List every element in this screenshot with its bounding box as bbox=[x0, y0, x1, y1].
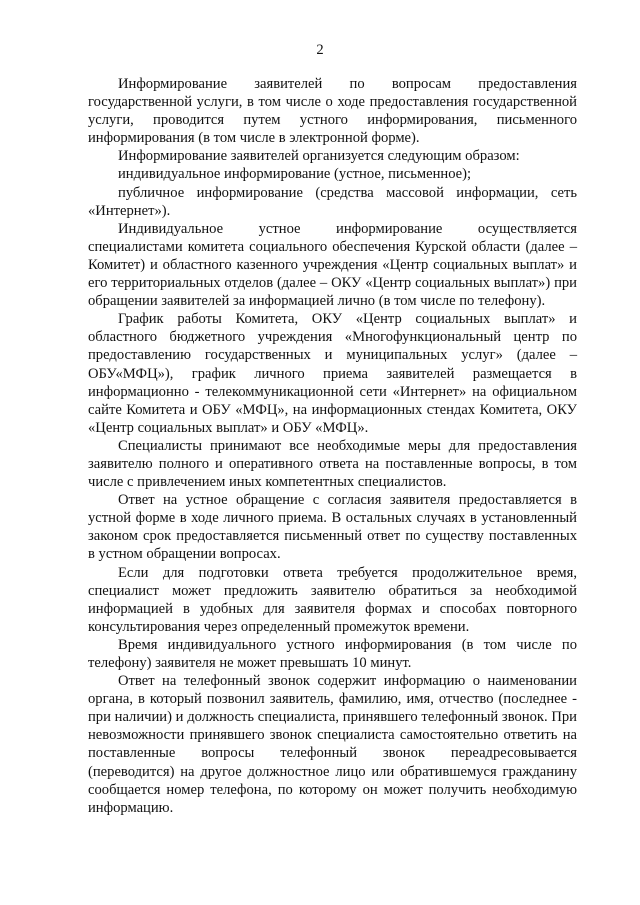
paragraph-specialists-measures: Специалисты принимают все необходимые меры для предоставления заявителю полного и оперативного ответа на поставленные вопросы, в том числе с привлечением иных компетентных специалистов. bbox=[88, 437, 577, 491]
paragraph-individual-item: индивидуальное информирование (устное, письменное); bbox=[118, 166, 472, 183]
paragraph-public-item: публичное информирование (средства массовой информации, сеть «Интернет»). bbox=[88, 184, 577, 219]
body-text bbox=[88, 75, 577, 817]
paragraph-work-schedule: График работы Комитета, ОКУ «Центр социальных выплат» и областного бюджетного учреждения «Многофункциональный центр по предоставлению государственных и муниципальных услуг» (далее – ОБУ«МФЦ»), график личного приема заявителей размещается в информационно - телекоммуникационной сети «Интернет» на официальном сайте Комитета и ОБУ «МФЦ», на информационных стендах Комитета, ОКУ «Центр социальных выплат» и ОБУ «МФЦ». bbox=[88, 311, 577, 436]
page-number: 2 bbox=[316, 42, 324, 58]
paragraph-phone-response: Ответ на телефонный звонок содержит информацию о наименовании органа, в который позвонил заявитель, фамилию, имя, отчество (последнее - при наличии) и должность специалиста, принявшего телефонный звонок. При невозможности принявшего звонок специалиста самостоятельно ответить на поставленные вопросы телефонный звонок переадресовывается (переводится) на другое должностное лицо или обратившемуся гражданину сообщается номер телефона, по которому он может получить необходимую информацию. bbox=[88, 673, 577, 816]
paragraph-individual-oral: Индивидуальное устное информирование осуществляется специалистами комитета социального обеспечения Курской области (далее – Комитет) и областного казенного учреждения «Центр социальных выплат» и его территориальных отделов (далее – ОКУ «Центр социальных выплат») при обращении заявителей за информацией лично (в том числе по телефону). bbox=[88, 220, 577, 310]
paragraph-informing-methods: Информирование заявителей по вопросам предоставления государственной услуги, в том числе о ходе предоставления государственной услуги, проводится путем устного информирования, письменного информирования (в том числе в электронной форме). bbox=[88, 76, 577, 147]
paragraph-organization: Информирование заявителей организуется следующим образом: bbox=[118, 148, 520, 165]
paragraph-time-limit: Время индивидуального устного информирования (в том числе по телефону) заявителя не может превышать 10 минут. bbox=[88, 636, 577, 671]
paragraph-long-preparation: Если для подготовки ответа требуется продолжительное время, специалист может предложить заявителю обратиться за необходимой информацией в удобных для заявителя формах и способах повторного консультирования через определенный промежуток времени. bbox=[88, 564, 577, 635]
paragraph-oral-response: Ответ на устное обращение с согласия заявителя предоставляется в устной форме в ходе личного приема. В остальных случаях в установленный законом срок предоставляется письменный ответ по существу поставленных в устном обращении вопросах. bbox=[88, 492, 577, 563]
